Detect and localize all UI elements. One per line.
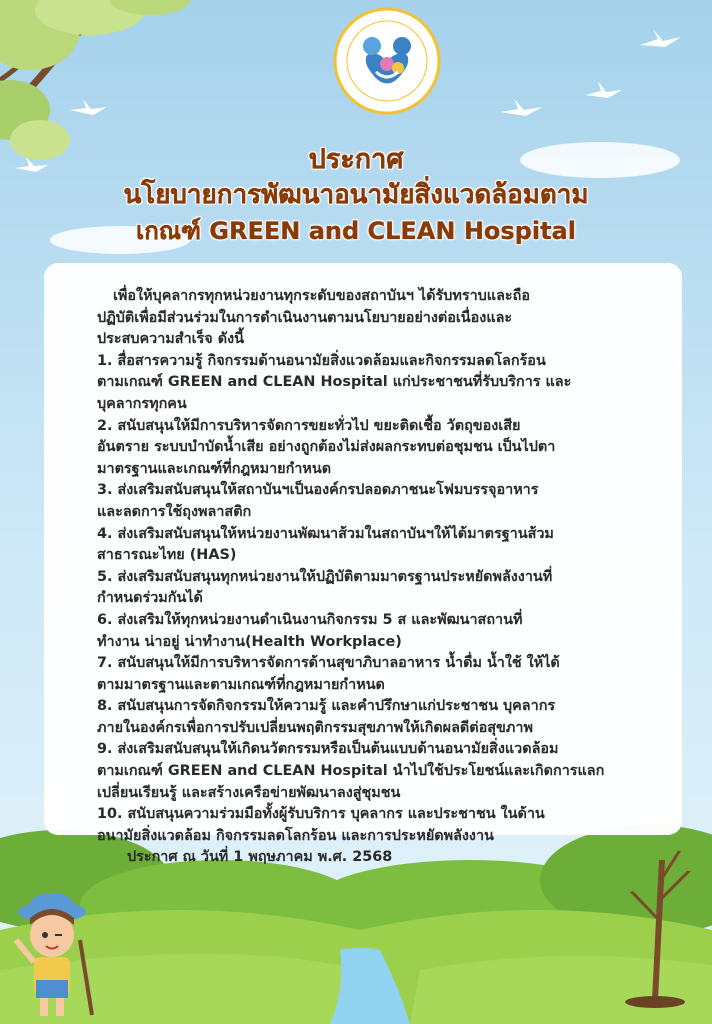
policy-item-line: 3. ส่งเสริมสนับสนุนให้สถาบันฯเป็นองค์กรปลอดภาชนะโฟมบรรจุอาหาร [97,482,539,499]
policy-item-line: 4. ส่งเสริมสนับสนุนให้หน่วยงานพัฒนาส้วมในสถาบันฯให้ได้มาตรฐานส้วม [97,525,554,542]
policy-item-line: บุคลากรทุกคน [97,395,187,412]
institute-logo [332,6,442,116]
policy-item-line: ภายในองค์กรเพื่อการปรับเปลี่ยนพฤติกรรมสุขภาพให้เกิดผลดีต่อสุขภาพ [97,719,533,736]
policy-item-line: 9. ส่งเสริมสนับสนุนให้เกิดนวัตกรรมหรือเป็นต้นแบบด้านอนามัยสิ่งแวดล้อม [97,741,559,758]
policy-item-line: ตามเกณฑ์ GREEN and CLEAN Hospital นำไปใช้ประโยชน์และเกิดการแลก [97,763,605,780]
policy-item-line: 7. สนับสนุนให้มีการบริหารจัดการด้านสุขาภิบาลอาหาร น้ำดื่ม น้ำใช้ ให้ได้ [97,655,560,672]
policy-item-line: 5. ส่งเสริมสนับสนุนทุกหน่วยงานให้ปฏิบัติตามมาตรฐานประหยัดพลังงานที่ [97,568,553,585]
policy-title-line1: นโยบายการพัฒนาอนามัยสิ่งแวดล้อมตาม [123,180,589,210]
policy-item-line: อนามัยสิ่งแวดล้อม กิจกรรมลดโลกร้อน และการประหยัดพลังงาน [97,827,494,844]
policy-item-line: ตามมาตรฐานและตามเกณฑ์ที่กฎหมายกำหนด [97,676,385,693]
policy-item-line: เปลี่ยนเรียนรู้ และสร้างเครือข่ายพัฒนาลงสู่ชุมชน [97,784,401,801]
policy-item-line: ตามเกณฑ์ GREEN and CLEAN Hospital แก่ประชาชนที่รับบริการ และ [97,374,572,391]
policy-item-line: 1. สื่อสารความรู้ กิจกรรมด้านอนามัยสิ่งแวดล้อมและกิจกรรมลดโลกร้อน [97,352,546,369]
policy-item-line: 10. สนับสนุนความร่วมมือทั้งผู้รับบริการ บุคลากร และประชาชน ในด้าน [97,806,545,823]
intro-line: ปฏิบัติเพื่อมีส่วนร่วมในการดำเนินงานตามนโยบายอย่างต่อเนื่องและ [97,309,513,326]
announcement-date: ประกาศ ณ วันที่ 1 พฤษภาคม พ.ศ. 2568 [127,849,393,866]
policy-item-line: มาตรฐานและเกณฑ์ที่กฎหมายกำหนด [97,460,332,477]
policy-item-line: 6. ส่งเสริมให้ทุกหน่วยงานดำเนินงานกิจกรรม 5 ส และพัฒนาสถานที่ [97,611,523,628]
policy-title-line2: เกณฑ์ GREEN and CLEAN Hospital [136,217,576,245]
intro-line: เพื่อให้บุคลากรทุกหน่วยงานทุกระดับของสถาบันฯ ได้รับทราบและถือ [113,288,530,304]
announcement-title: ประกาศ [308,144,404,175]
policy-item-line: และลดการใช้ถุงพลาสติก [97,503,252,520]
policy-item-line: 8. สนับสนุนการจัดกิจกรรมให้ความรู้ และคำปรึกษาแก่ประชาชน บุคลากร [97,698,556,715]
policy-item-line: สาธารณะไทย (HAS) [97,547,237,564]
policy-item-line: ทำงาน น่าอยู่ น่าทำงาน(Health Workplace) [97,633,402,650]
policy-item-line: อันตราย ระบบบำบัดน้ำเสีย อย่างถูกต้องไม่ส่งผลกระทบต่อชุมชน เป็นไปตา [97,439,556,456]
policy-item-line: กำหนดร่วมกันได้ [97,590,203,607]
policy-body [97,286,657,869]
intro-line: ประสบความสำเร็จ ดังนี้ [97,331,244,348]
policy-item-line: 2. สนับสนุนให้มีการบริหารจัดการขยะทั่วไป ขยะติดเชื้อ วัตถุของเสีย [97,417,521,434]
